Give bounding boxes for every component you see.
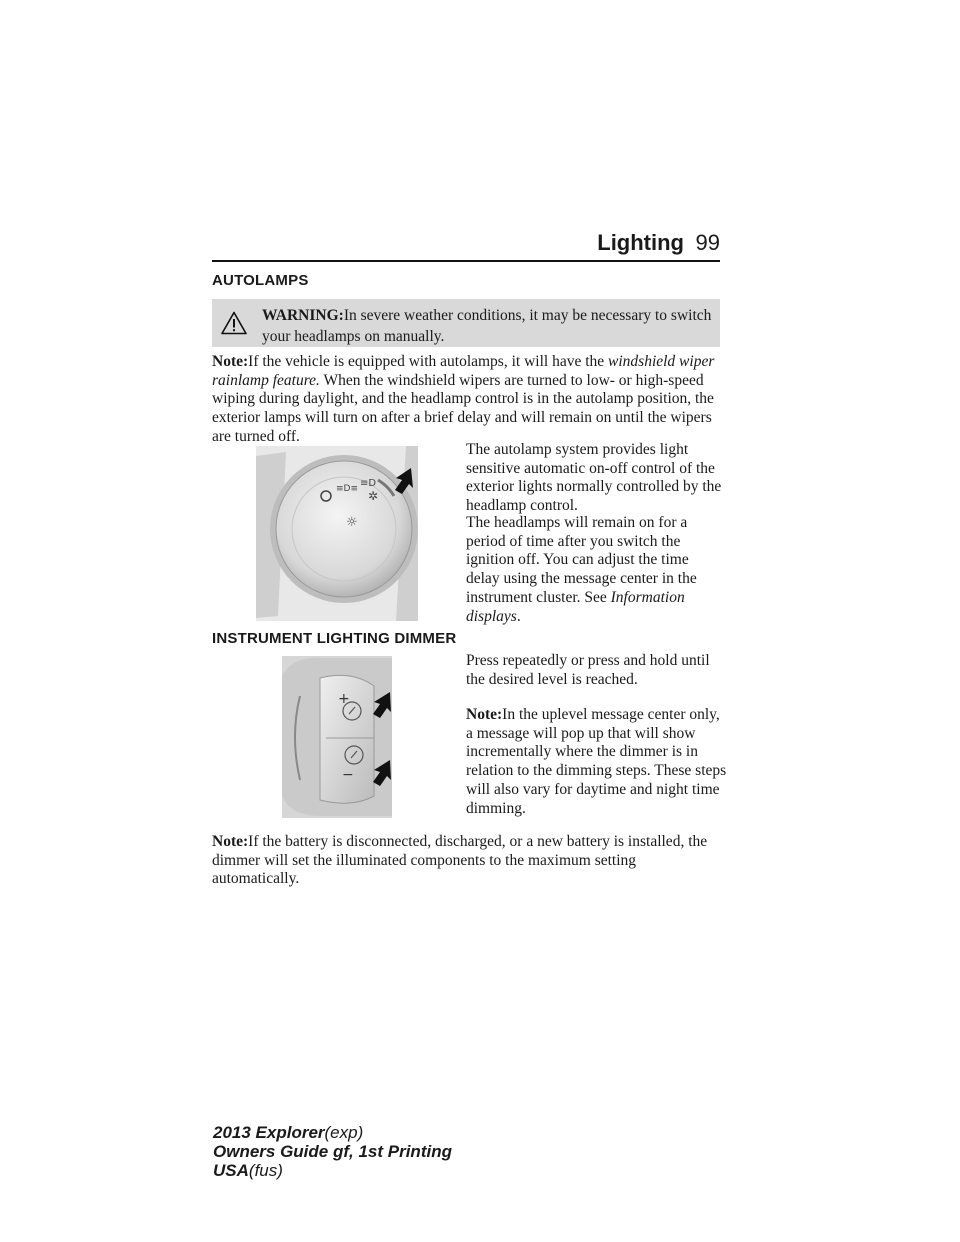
footer-market: USA (213, 1161, 249, 1180)
svg-text:≡D≡: ≡D≡ (336, 484, 359, 494)
section-heading-dimmer: INSTRUMENT LIGHTING DIMMER (212, 630, 457, 647)
footer-line-2: Owners Guide gf, 1st Printing (213, 1142, 452, 1161)
svg-text:✲: ✲ (368, 489, 379, 503)
page-title: Lighting (597, 230, 684, 255)
warning-text (262, 305, 714, 347)
headlamp-control-illustration (256, 446, 418, 621)
svg-text:☼: ☼ (346, 515, 358, 530)
footer-model: 2013 Explorer (213, 1123, 325, 1142)
svg-text:+: + (338, 691, 350, 707)
note-autolamps (212, 353, 724, 447)
note-text-cont: When the windshield wipers are turned to low- or high-speed wiping during daylight, and the headlamp control is in the autolamp position, the exterior lamps will turn on after a brief delay and will remain on until the wipers are turned off. (212, 371, 714, 445)
autolamp-paragraph-2 (466, 514, 726, 626)
svg-text:≡D: ≡D (360, 478, 377, 489)
autolamp-paragraph-2-end: . (516, 607, 521, 625)
svg-text:−: − (342, 767, 354, 783)
warning-body: In severe weather conditions, it may be necessary to switch your headlamps on manually. (262, 307, 712, 345)
footer-market-code: (fus) (248, 1161, 283, 1180)
dimmer-note-text: In the uplevel message center only, a message will pop up that will show incrementally where the dimmer is in relation to the dimming steps. These steps will also vary for daytime and night time dimming. (466, 706, 727, 817)
note-text: If the vehicle is equipped with autolamps, it will have the (248, 353, 609, 370)
footer-line-3 (213, 1161, 452, 1180)
battery-note (212, 833, 724, 889)
battery-note-label: Note: (212, 833, 249, 850)
note-italic-term: windshield wiper rainlamp feature. (212, 353, 715, 389)
note-label: Note: (212, 353, 249, 370)
document-footer (213, 1123, 452, 1180)
information-displays-link[interactable]: Information displays (466, 588, 685, 625)
warning-triangle-icon (221, 311, 247, 335)
footer-line-1 (213, 1123, 452, 1142)
battery-note-text: If the battery is disconnected, discharged, or a new battery is installed, the dimmer will set the illuminated components to the maximum setting automatically. (212, 833, 708, 888)
dimmer-control-illustration (282, 656, 392, 818)
header-divider (212, 260, 720, 262)
dimmer-note-label: Note: (466, 706, 503, 723)
warning-label: WARNING: (262, 307, 344, 324)
dimmer-paragraph-1: Press repeatedly or press and hold until the desired level is reached. (466, 652, 710, 688)
section-heading-autolamps: AUTOLAMPS (212, 272, 309, 289)
autolamp-paragraph-2-text: The headlamps will remain on for a period of time after you switch the ignition off. You can adjust the time delay using the message center in the instrument cluster. See (466, 514, 697, 606)
footer-model-code: (exp) (324, 1123, 364, 1142)
page-number: 99 (695, 230, 720, 255)
autolamp-paragraph-1: The autolamp system provides light sensitive automatic on-off control of the exterior lights normally controlled by the headlamp control. (466, 441, 722, 515)
dimmer-note (466, 706, 728, 818)
